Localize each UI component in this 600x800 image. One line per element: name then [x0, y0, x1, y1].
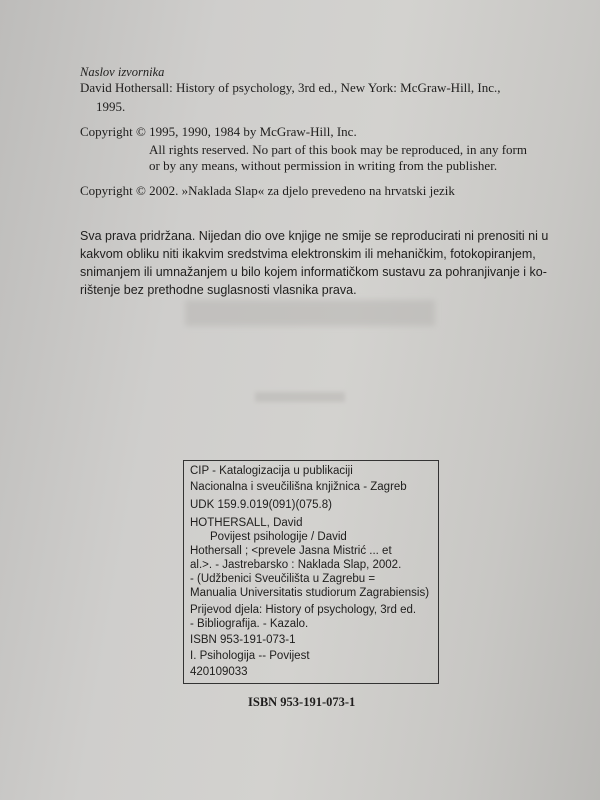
cip-author: HOTHERSALL, David — [190, 517, 303, 529]
cip-subject: I. Psihologija -- Povijest — [190, 650, 310, 662]
cip-record-box — [183, 460, 439, 684]
cip-description-line: Manualia Universitatis studiorum Zagrabiensis) — [190, 587, 430, 599]
rights-notice-line: rištenje bez prethodne suglasnosti vlasnika prava. — [80, 283, 357, 297]
cip-record-id: 420109033 — [190, 666, 248, 678]
isbn-footer: ISBN 953-191-073-1 — [248, 695, 356, 709]
cip-description-line: Povijest psihologije / David — [210, 531, 347, 543]
cip-heading: CIP - Katalogizacija u publikaciji — [190, 465, 353, 477]
original-title-year: 1995. — [96, 99, 126, 114]
original-title-line: David Hothersall: History of psychology, 3rd ed., New York: McGraw-Hill, Inc., — [80, 80, 501, 95]
bleed-through-title — [185, 300, 435, 326]
copyright-translation: Copyright © 2002. »Naklada Slap« za djelo prevedeno na hrvatski jezik — [80, 183, 455, 198]
bleed-through-subtitle — [255, 392, 345, 402]
rights-line: or by any means, without permission in writing from the publisher. — [149, 158, 498, 173]
cip-description-line: Hothersall ; <prevele Jasna Mistrić ... et — [190, 545, 392, 557]
rights-notice-line: snimanjem ili umnažanjem u bilo kojem informatičkom sustavu za pohranjivanje i ko- — [80, 265, 547, 279]
copyright-original: Copyright © 1995, 1990, 1984 by McGraw-Hill, Inc. — [80, 124, 357, 139]
cip-isbn: ISBN 953-191-073-1 — [190, 634, 296, 646]
cip-note-line: Prijevod djela: History of psychology, 3rd ed. — [190, 604, 417, 616]
rights-notice-line: kakvom obliku niti ikakvim sredstvima elektronskim ili mehaničkim, fotokopiranjem, — [80, 247, 536, 261]
rights-notice-line: Sva prava pridržana. Nijedan dio ove knjige ne smije se reproducirati ni prenositi ni u — [80, 229, 549, 243]
original-title-label: Naslov izvornika — [80, 65, 165, 79]
cip-note-line: - Bibliografija. - Kazalo. — [190, 618, 309, 630]
rights-line: All rights reserved. No part of this book may be reproduced, in any form — [149, 142, 527, 157]
cip-description-line: - (Udžbenici Sveučilišta u Zagrebu = — [190, 573, 376, 585]
cip-description-line: al.>. - Jastrebarsko : Naklada Slap, 2002. — [190, 559, 402, 571]
cip-library: Nacionalna i sveučilišna knjižnica - Zagreb — [190, 481, 407, 493]
cip-udk: UDK 159.9.019(091)(075.8) — [190, 499, 332, 511]
